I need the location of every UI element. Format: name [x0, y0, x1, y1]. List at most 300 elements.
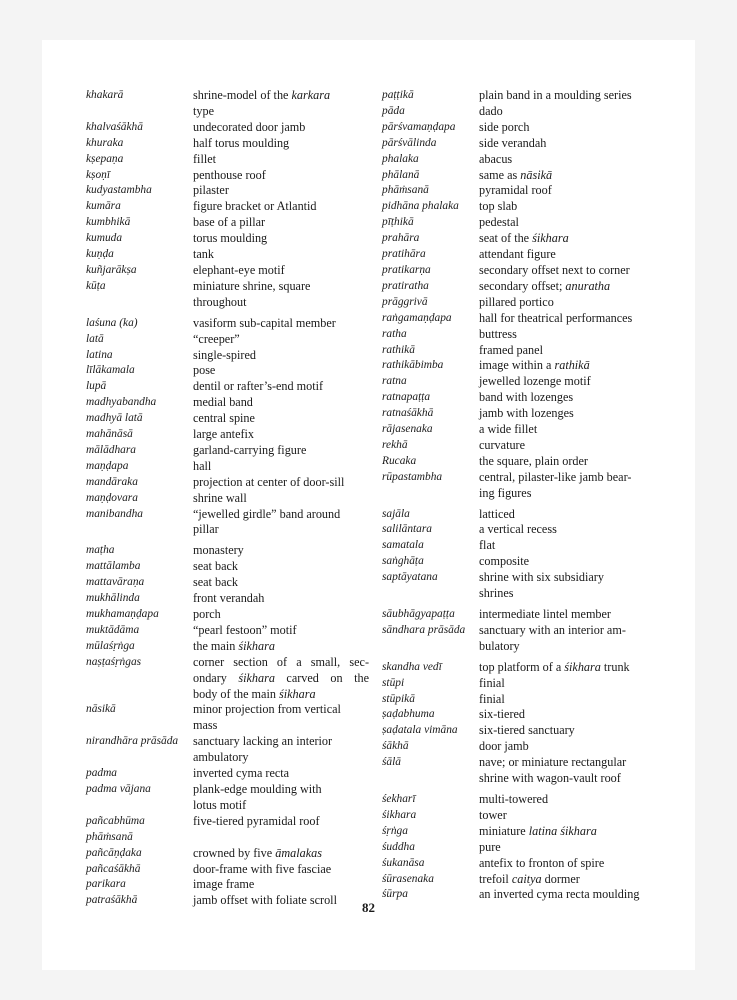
glossary-entry [382, 470, 672, 502]
definition-line: elephant-eye motif [193, 262, 285, 277]
definition-line: a wide fillet [479, 422, 538, 437]
glossary-definition [479, 676, 659, 692]
glossary-term: kudyastambha [86, 184, 152, 197]
glossary-entry [382, 215, 672, 231]
glossary-definition [479, 538, 659, 554]
glossary-term: pratikarṇa [382, 263, 431, 276]
glossary-term: padma [86, 767, 118, 780]
glossary-entry [86, 877, 386, 893]
glossary-term: śikhara [382, 808, 417, 821]
definition-line: composite [479, 554, 530, 569]
glossary-entry [86, 199, 386, 215]
page-number: 82 [362, 900, 375, 915]
glossary-entry [382, 607, 672, 623]
glossary-definition [193, 702, 369, 734]
definition-line: secondary offset; anuratha [479, 278, 611, 293]
glossary-term: maṇḍovara [86, 491, 138, 504]
glossary-entry [382, 623, 672, 655]
glossary-term: śekharī [382, 792, 416, 805]
definition-line: undecorated door jamb [193, 119, 306, 134]
glossary-term: pañcāṇḍaka [86, 846, 142, 859]
glossary-term: kṣepaṇa [86, 152, 124, 165]
glossary-term: śūrpa [382, 888, 408, 901]
glossary-definition [479, 623, 659, 655]
definition-line: front verandah [193, 591, 265, 606]
definition-line: shrine-model of the karkara [193, 88, 331, 102]
glossary-definition [193, 379, 369, 395]
glossary-definition [193, 459, 369, 475]
glossary-definition [479, 808, 659, 824]
glossary-definition [479, 215, 659, 231]
glossary-entry [86, 247, 386, 263]
glossary-term: ṣaḍabhuma [382, 708, 435, 721]
definition-line: ing figures [479, 485, 532, 500]
definition-line: shrine wall [193, 490, 247, 505]
glossary-entry [86, 607, 386, 623]
definition-line: monastery [193, 543, 244, 558]
glossary-entry [382, 755, 672, 787]
glossary-entry [86, 411, 386, 427]
definition-line: pose [193, 363, 216, 378]
glossary-entry [86, 136, 386, 152]
glossary-term: ratnaśākhā [382, 407, 434, 420]
glossary-term: saṅghāṭa [382, 555, 424, 568]
definition-line: door-frame with five fasciae [193, 861, 332, 876]
glossary-term: patraśākhā [86, 894, 138, 907]
definition-line: fillet [193, 151, 217, 166]
glossary-term: latina [86, 348, 113, 361]
definition-line: pyramidal roof [479, 183, 552, 198]
glossary-term: śuddha [382, 840, 415, 853]
definition-line: throughout [193, 294, 247, 309]
glossary-term: skandha vedī [382, 660, 442, 673]
glossary-term: kūṭa [86, 279, 106, 292]
glossary-definition [193, 199, 369, 215]
glossary-entry [382, 676, 672, 692]
glossary-entry [86, 168, 386, 184]
definition-line: nave; or miniature rectangular [479, 755, 627, 770]
glossary-definition [193, 120, 369, 136]
glossary-entry [86, 363, 386, 379]
definition-line: central, pilaster-like jamb bear- [479, 469, 632, 484]
glossary-definition [479, 168, 659, 184]
definition-line: ambulatory [193, 750, 249, 765]
glossary-definition [479, 755, 659, 787]
glossary-definition [479, 707, 659, 723]
glossary-definition [479, 231, 659, 247]
glossary-definition [193, 168, 369, 184]
glossary-entry [86, 782, 386, 814]
glossary-term: mūlaśṛṅga [86, 639, 135, 652]
definition-line: finial [479, 691, 505, 706]
glossary-definition [193, 427, 369, 443]
definition-line: miniature shrine, square [193, 278, 311, 293]
definition-line: same as nāsikā [479, 167, 553, 182]
definition-line: abacus [479, 151, 513, 166]
glossary-entry [382, 263, 672, 279]
definition-line: ondary śikhara carved on the [193, 670, 369, 685]
glossary-entry [382, 168, 672, 184]
definition-line: jamb offset with foliate scroll [193, 893, 337, 908]
glossary-entry [382, 199, 672, 215]
definition-line: intermediate lintel member [479, 607, 611, 621]
definition-line: tank [193, 247, 214, 262]
glossary-entry [382, 120, 672, 136]
glossary-entry [86, 348, 386, 364]
definition-line: dado [479, 103, 503, 118]
glossary-entry [86, 395, 386, 411]
glossary-left-column [86, 88, 386, 909]
definition-line: tower [479, 807, 507, 822]
glossary-term: latā [86, 332, 104, 345]
glossary-term: phāṁsanā [382, 184, 429, 197]
glossary-entry [382, 183, 672, 199]
glossary-entry [86, 734, 386, 766]
glossary-definition [193, 411, 369, 427]
glossary-entry [86, 332, 386, 348]
glossary-definition [479, 507, 659, 523]
glossary-definition [193, 443, 369, 459]
definition-line: hall [193, 458, 212, 473]
definition-line: torus moulding [193, 231, 268, 246]
glossary-definition [193, 475, 369, 491]
definition-line: seat of the śikhara [479, 231, 569, 246]
glossary-term: lupā [86, 380, 107, 393]
glossary-term: madhyabandha [86, 396, 157, 409]
glossary-term: mukhamaṇḍapa [86, 608, 159, 620]
glossary-term: prahāra [382, 232, 420, 245]
glossary-term: sajāla [382, 507, 410, 520]
glossary-entry [382, 454, 672, 470]
glossary-entry [86, 316, 386, 332]
definition-line: pillared portico [479, 294, 554, 309]
glossary-entry [382, 104, 672, 120]
glossary-term: raṅgamaṇḍapa [382, 311, 452, 324]
glossary-entry [86, 183, 386, 199]
glossary-entry [382, 152, 672, 168]
glossary-term: phālanā [382, 168, 420, 181]
glossary-term: kṣoṇī [86, 168, 111, 181]
glossary-definition [479, 358, 659, 374]
definition-line: hall for theatrical performances [479, 310, 633, 325]
definition-line: dentil or rafter’s-end motif [193, 379, 324, 394]
glossary-entry [382, 507, 672, 523]
definition-line: pillar [193, 522, 219, 537]
glossary-entry [382, 88, 672, 104]
glossary-entry [86, 379, 386, 395]
definition-line: trefoil caitya dormer [479, 871, 580, 886]
glossary-term: pañcaśākhā [86, 862, 141, 875]
glossary-entry [86, 543, 386, 559]
glossary-term: pāda [382, 104, 405, 117]
glossary-term: mukhālinda [86, 592, 140, 605]
glossary-term: Rucaka [382, 454, 417, 467]
glossary-definition [193, 491, 369, 507]
glossary-term: nāsikā [86, 703, 116, 716]
glossary-definition [479, 136, 659, 152]
glossary-entry [382, 374, 672, 390]
glossary-page [42, 40, 695, 970]
glossary-term: pārśvamaṇḍapa [382, 120, 456, 133]
glossary-entry [86, 591, 386, 607]
glossary-entry [382, 343, 672, 359]
definition-line: multi-towered [479, 791, 549, 806]
glossary-definition [193, 846, 369, 862]
glossary-definition [193, 215, 369, 231]
definition-line: side verandah [479, 135, 547, 150]
definition-line: crowned by five āmalakas [193, 845, 322, 860]
glossary-definition [193, 395, 369, 411]
glossary-term: salilāntara [382, 523, 433, 536]
glossary-term: rathikā [382, 343, 415, 356]
glossary-definition [193, 332, 369, 348]
glossary-definition [193, 183, 369, 199]
definition-line: mass [193, 718, 218, 733]
glossary-term: muktādāma [86, 623, 140, 636]
definition-line: base of a pillar [193, 215, 266, 230]
glossary-term: rājasenaka [382, 423, 433, 436]
glossary-definition [193, 136, 369, 152]
glossary-definition [193, 766, 369, 782]
glossary-term: mālādhara [86, 443, 136, 456]
definition-line: five-tiered pyramidal roof [193, 813, 320, 828]
glossary-definition [479, 723, 659, 739]
glossary-term: kumbhikā [86, 216, 131, 229]
glossary-definition [193, 88, 369, 120]
glossary-term: pratiratha [382, 279, 429, 292]
glossary-term: mandāraka [86, 475, 138, 488]
definition-line: type [193, 103, 214, 118]
definition-line: medial band [193, 395, 253, 410]
definition-line: inverted cyma recta [193, 766, 290, 781]
glossary-term: ratna [382, 375, 407, 388]
definition-line: band with lozenges [479, 390, 574, 405]
glossary-definition [479, 263, 659, 279]
glossary-entry [86, 766, 386, 782]
glossary-definition [193, 575, 369, 591]
glossary-definition [479, 199, 659, 215]
glossary-entry [86, 459, 386, 475]
definition-line: side porch [479, 119, 530, 134]
glossary-term: kuṇḍa [86, 248, 114, 261]
glossary-definition [193, 316, 369, 332]
glossary-definition [479, 120, 659, 136]
glossary-term: kuñjarākṣa [86, 263, 137, 276]
glossary-definition [193, 623, 369, 639]
glossary-entry [382, 438, 672, 454]
definition-line: garland-carrying figure [193, 442, 307, 457]
definition-line: attendant figure [479, 247, 556, 262]
definition-line: door jamb [479, 739, 529, 754]
glossary-entry [382, 522, 672, 538]
glossary-entry [86, 846, 386, 862]
definition-line: plain band in a moulding series [479, 88, 632, 102]
definition-line: six-tiered sanctuary [479, 723, 575, 738]
definition-line: seat back [193, 575, 239, 590]
definition-line: framed panel [479, 342, 543, 357]
glossary-definition [193, 814, 369, 846]
glossary-definition [193, 231, 369, 247]
glossary-term: laśuna (ka) [86, 316, 138, 329]
definition-line: six-tiered [479, 707, 526, 722]
glossary-definition [193, 639, 369, 655]
definition-line: plank-edge moulding with [193, 781, 322, 796]
definition-line: latticed [479, 506, 515, 521]
glossary-term: ratnapaṭṭa [382, 391, 431, 404]
glossary-definition [479, 152, 659, 168]
glossary-term: prāggrivā [382, 295, 428, 308]
glossary-term: pidhāna phalaka [382, 200, 459, 213]
glossary-entry [86, 507, 386, 539]
glossary-entry [382, 824, 672, 840]
glossary-term: manibandha [86, 507, 143, 520]
glossary-entry [382, 295, 672, 311]
glossary-term: rūpastambha [382, 470, 443, 483]
glossary-entry [86, 491, 386, 507]
glossary-entry [382, 311, 672, 327]
glossary-entry [86, 559, 386, 575]
glossary-definition [479, 692, 659, 708]
definition-line: the main śikhara [193, 638, 275, 653]
glossary-term: maṭha [86, 544, 115, 557]
glossary-term: nirandhāra prāsāda [86, 735, 179, 748]
definition-line: a vertical recess [479, 522, 557, 537]
definition-line: porch [193, 607, 221, 621]
glossary-term: padma vājana [86, 782, 151, 795]
glossary-definition [193, 877, 369, 893]
glossary-entry [382, 808, 672, 824]
glossary-entry [86, 152, 386, 168]
glossary-definition [193, 782, 369, 814]
glossary-definition [479, 343, 659, 359]
glossary-entry [382, 231, 672, 247]
glossary-term: kumāra [86, 200, 121, 213]
glossary-entry [86, 120, 386, 136]
glossary-definition [479, 872, 659, 888]
definition-line: “creeper” [193, 331, 240, 346]
glossary-term: pārśvālinda [382, 136, 437, 149]
glossary-definition [193, 734, 369, 766]
definition-line: pilaster [193, 183, 229, 198]
definition-line: curvature [479, 437, 526, 452]
definition-line: an inverted cyma recta moulding [479, 887, 640, 902]
glossary-term: stūpi [382, 676, 405, 689]
definition-line: finial [479, 675, 505, 690]
definition-line: shrine with wagon-vault roof [479, 771, 621, 786]
definition-line: the square, plain order [479, 453, 588, 468]
glossary-term: sāndhara prāsāda [382, 623, 466, 636]
glossary-entry [86, 623, 386, 639]
glossary-term: pratihāra [382, 248, 426, 261]
definition-line: flat [479, 538, 496, 553]
glossary-definition [479, 554, 659, 570]
glossary-term: rathikābimba [382, 359, 444, 372]
glossary-definition [193, 152, 369, 168]
glossary-definition [479, 247, 659, 263]
definition-line: large antefix [193, 427, 255, 442]
glossary-entry [382, 279, 672, 295]
glossary-term: phalaka [382, 152, 419, 165]
glossary-term: līlākamala [86, 364, 135, 377]
definition-line: secondary offset next to corner [479, 262, 630, 277]
glossary-entry [382, 247, 672, 263]
glossary-entry [382, 422, 672, 438]
glossary-entry [382, 390, 672, 406]
glossary-entry [382, 856, 672, 872]
glossary-definition [479, 327, 659, 343]
glossary-entry [86, 231, 386, 247]
glossary-term: khakarā [86, 89, 124, 101]
glossary-term: madhyā latā [86, 412, 143, 425]
glossary-term: mattavāraṇa [86, 576, 145, 589]
glossary-term: pīṭhikā [382, 216, 414, 229]
glossary-term: rekhā [382, 438, 408, 451]
definition-line: bulatory [479, 638, 520, 653]
glossary-definition [193, 591, 369, 607]
glossary-term: ṣaḍatala vimāna [382, 724, 458, 737]
definition-line: seat back [193, 559, 239, 574]
definition-line: shrines [479, 586, 514, 601]
glossary-term: śūrasenaka [382, 872, 434, 885]
glossary-right-column [382, 88, 672, 903]
glossary-term: pañcabhūma phāṁsanā [86, 814, 145, 843]
glossary-entry [86, 702, 386, 734]
glossary-term: mahānāsā [86, 428, 133, 441]
glossary-definition [479, 570, 659, 602]
glossary-entry [382, 707, 672, 723]
definition-line: half torus moulding [193, 135, 290, 150]
glossary-definition [479, 660, 659, 676]
definition-line: body of the main śikhara [193, 686, 316, 701]
glossary-entry [86, 475, 386, 491]
definition-line: miniature latina śikhara [479, 823, 597, 838]
glossary-entry [382, 136, 672, 152]
glossary-definition [479, 792, 659, 808]
glossary-definition [479, 374, 659, 390]
definition-line: sanctuary with an interior am- [479, 622, 626, 637]
glossary-term: śṛṅga [382, 824, 408, 837]
glossary-definition [479, 390, 659, 406]
glossary-term: stūpikā [382, 692, 415, 705]
glossary-entry [382, 327, 672, 343]
glossary-definition [193, 655, 369, 703]
definition-line: minor projection from vertical [193, 702, 341, 717]
glossary-definition [479, 88, 659, 104]
glossary-definition [193, 559, 369, 575]
glossary-definition [479, 422, 659, 438]
glossary-definition [193, 279, 369, 311]
glossary-entry [382, 554, 672, 570]
glossary-entry [382, 660, 672, 676]
glossary-term: khuraka [86, 136, 124, 149]
glossary-entry [86, 427, 386, 443]
glossary-definition [479, 295, 659, 311]
glossary-definition [193, 348, 369, 364]
glossary-entry [382, 570, 672, 602]
definition-line: image frame [193, 877, 255, 892]
glossary-entry [86, 443, 386, 459]
definition-line: buttress [479, 326, 517, 341]
glossary-definition [479, 454, 659, 470]
definition-line: jewelled lozenge motif [479, 374, 591, 389]
glossary-term: maṇḍapa [86, 459, 129, 472]
glossary-definition [479, 470, 659, 502]
glossary-definition [193, 507, 369, 539]
glossary-definition [479, 739, 659, 755]
definition-line: sanctuary lacking an interior [193, 734, 333, 749]
definition-line: pedestal [479, 215, 519, 230]
definition-line: vasiform sub-capital member [193, 315, 336, 330]
